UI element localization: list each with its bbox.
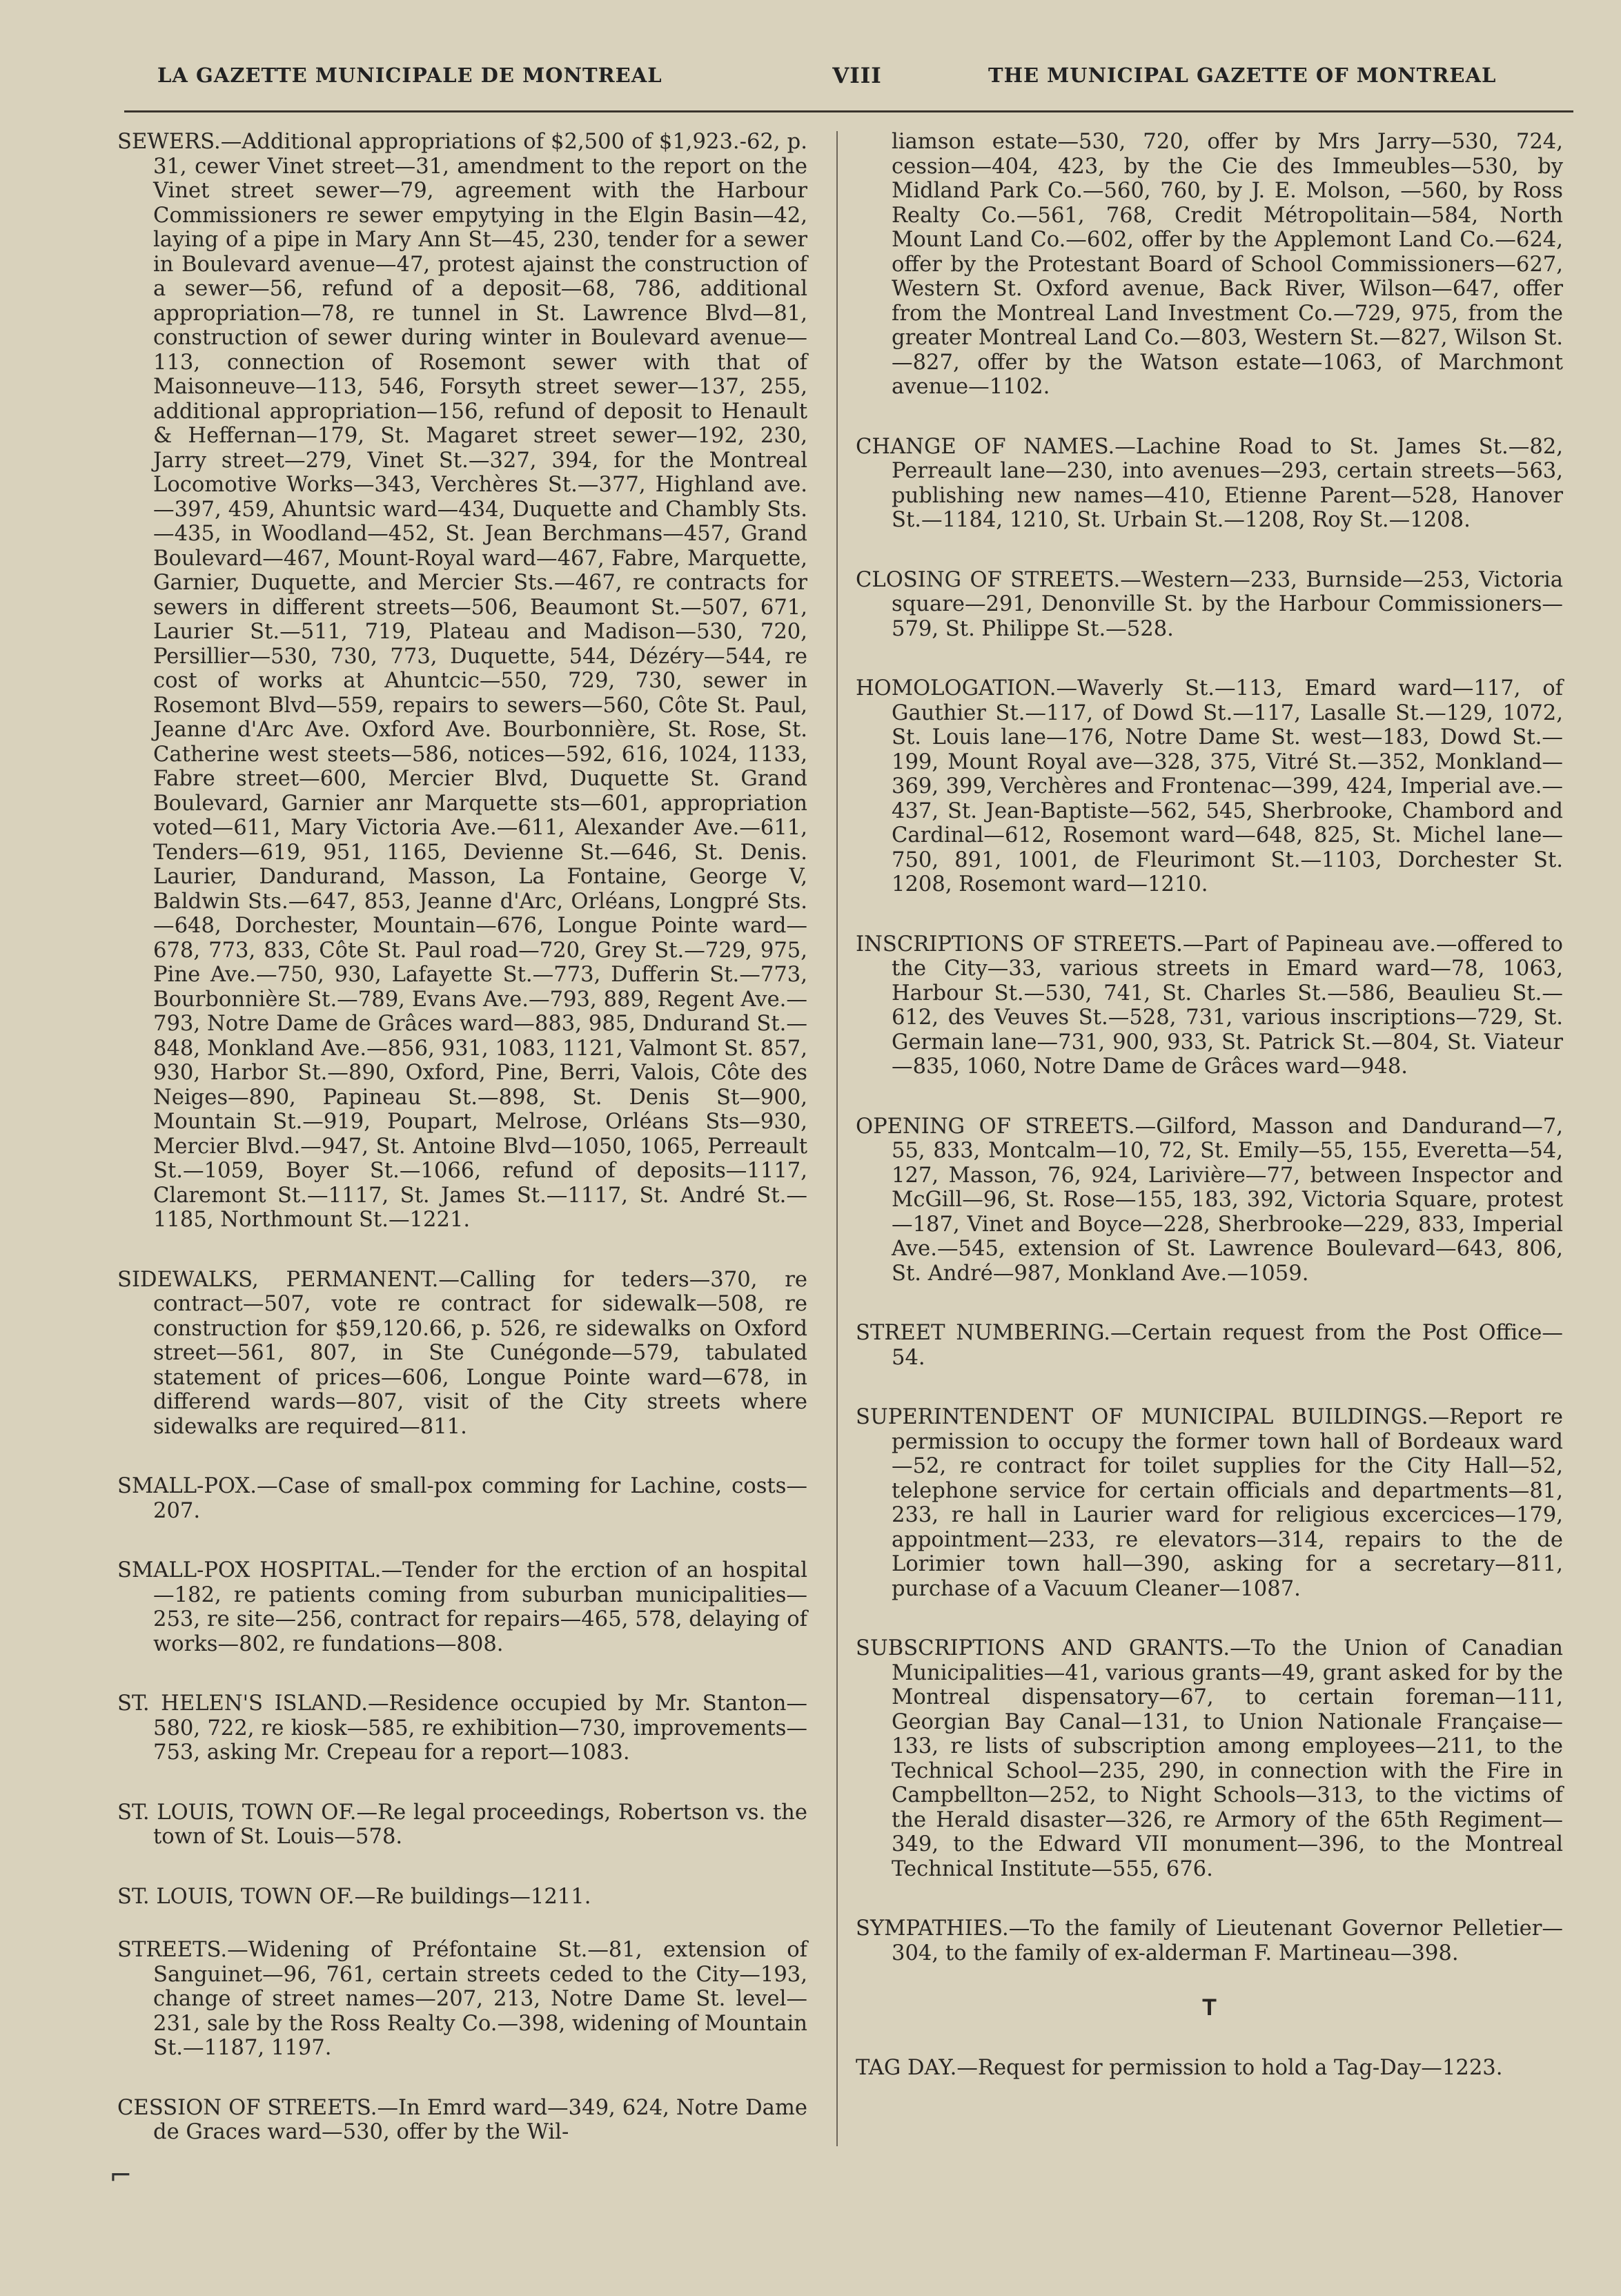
index-entry-continued (856, 130, 1563, 400)
index-entry (117, 1938, 807, 2061)
header-english-title: THE MUNICIPAL GAZETTE OF MONTREAL (988, 63, 1497, 87)
entry-heading: HOMOLOGATION. (856, 676, 1057, 700)
index-entry (117, 1558, 807, 1656)
index-entry (856, 568, 1563, 642)
index-entry (117, 1885, 807, 1910)
entry-text: —Additional appropriations of $2,500 of $1,923.-62, p. 31, cewer Vinet street—31, amendment to the report on the Vinet street sewer—79, agreement with the Harbour Commissioners re sewer empytying in the Elgin Basin—42, laying of a pipe in Mary Ann St—45, 230, tender for a sewer in Boulevard avenue—47, protest ajainst the construction of a sewer—56, refund of a deposit—68, 786, additional appropriation—78, re tunnel in St. Lawrence Blvd—81, construction of sewer during winter in Boulevard avenue—113, connection of Rosemont sewer with that of Maisonneuve—113, 546, Forsyth street sewer—137, 255, additional appropriation—156, refund of deposit to Henault & Heffernan—179, St. Magaret street sewer—192, 230, Jarry street—279, Vinet St.—327, 394, for the Montreal Locomotive Works—343, Verchères St.—377, Highland ave.—397, 459, Ahuntsic ward—434, Duquette and Chambly Sts.—435, in Woodland—452, St. Jean Berchmans—457, Grand Boulevard—467, Mount-Royal ward—467, Fabre, Marquette, Garnier, Duquette, and Mercier Sts.—467, re contracts for sewers in different streets—506, Beaumont St.—507, 671, Laurier St.—511, 719, Plateau and Madison—530, 720, Persillier—530, 730, 773, Duquette, 544, Dézéry—544, re cost of works at Ahuntcic—550, 729, 730, sewer in Rosemont Blvd—559, repairs to sewers—560, Côte St. Paul, Jeanne d'Arc Ave. Oxford Ave. Bourbonnière, St. Rose, St. Catherine west steets—586, notices—592, 616, 1024, 1133, Fabre street—600, Mercier Blvd, Duquette St. Grand Boulevard, Garnier anr Marquette sts—601, appropriation voted—611, Mary Victoria Ave.—611, Alexander Ave.—611, Tenders—619, 951, 1165, Devienne St.—646, St. Denis. Laurier, Dandurand, Masson, La Fontaine, George V, Baldwin Sts.—647, 853, Jeanne d'Arc, Orléans, Longpré Sts.—648, Dorchester, Mountain—676, Longue Pointe ward—678, 773, 833, Côte St. Paul road—720, Grey St.—729, 975, Pine Ave.—750, 930, Lafayette St.—773, Dufferin St.—773, Bourbonnière St.—789, Evans Ave.—793, 889, Regent Ave.—793, Notre Dame de Grâces ward—883, 985, Dndurand St.—848, Monkland Ave.—856, 931, 1083, 1121, Valmont St. 857, 930, Harbor St.—890, Oxford, Pine, Berri, Valois, Côte des Neiges—890, Papineau St.—898, St. Denis St—900, Mountain St.—919, Poupart, Melrose, Orléans Sts—930, Mercier Blvd.—947, St. Antoine Blvd—1050, 1065, Perreault St.—1059, Boyer St.—1066, refund of deposits—1117, Claremont St.—1117, St. James St.—1117, St. André St.—1185, Northmount St.—1221. (153, 130, 807, 1232)
page-number: VIII (832, 63, 882, 88)
left-column (117, 130, 807, 2180)
entry-heading: SMALL-POX HOSPITAL. (117, 1558, 382, 1582)
right-column (856, 130, 1563, 2116)
entry-heading: SUPERINTENDENT OF MUNICIPAL BUILDINGS. (856, 1405, 1428, 1429)
entry-text: —To the Union of Canadian Municipalities—41, various grants—49, grant asked for by the Montreal dispensatory—67, to certain foreman—111, Georgian Bay Canal—131, to Union Nationale Française—133, re lists of subscription among employees—211, to the Technical School—235, 290, in connection with the Fire in Campbellton—252, to Night Schools—313, to the victims of the Herald disaster—326, re Armory of the 65th Regiment—349, to the Edward VII monument—396, to the Montreal Technical Institute—555, 676. (892, 1636, 1563, 1881)
entry-text: —Waverly St.—113, Emard ward—117, of Gauthier St.—117, of Dowd St.—117, Lasalle St.—129, 1072, St. Louis lane—176, Notre Dame St. west—183, Dowd St.—199, Mount Royal ave—328, 375, Vitré St.—352, Monkland—369, 399, Verchères and Frontenac—399, 424, Imperial ave.—437, St. Jean-Baptiste—562, 545, Sherbrooke, Chambord and Cardinal—612, Rosemont ward—648, 825, St. Michel lane—750, 891, 1001, de Fleurimont St.—1103, Dorchester St. 1208, Rosemont ward—1210. (892, 676, 1563, 896)
entry-heading: SYMPATHIES. (856, 1916, 1009, 1941)
column-divider (836, 131, 838, 2146)
index-entry (117, 1268, 807, 1440)
index-entry (856, 676, 1563, 897)
index-entry (856, 1405, 1563, 1601)
entry-heading: STREETS. (117, 1938, 228, 1962)
entry-text: —Part of Papineau ave.—offered to the City—33, various streets in Emard ward—78, 1063, Harbour St.—530, 741, St. Charles St.—586, Beaulieu St.—612, des Veuves St.—528, 731, various inscriptions—729, St. Germain lane—731, 900, 933, St. Patrick St.—804, St. Viateur—835, 1060, Notre Dame de Grâces ward—948. (892, 932, 1563, 1079)
index-entry (856, 435, 1563, 533)
entry-text: —Request for permission to hold a Tag-Day—1223. (956, 2056, 1503, 2080)
entry-heading: INSCRIPTIONS OF STREETS. (856, 932, 1183, 956)
entry-text: —To the family of Lieutenant Governor Pelletier—304, to the family of ex-alderman F. Martineau—398. (892, 1916, 1563, 1965)
index-entry (117, 1691, 807, 1765)
entry-text: —Certain request from the Post Office—54. (892, 1321, 1563, 1370)
entry-text: —In Emrd ward—349, 624, Notre Dame de Graces ward—530, offer by the Wil- (153, 2095, 807, 2144)
entry-heading: ST. HELEN'S ISLAND. (117, 1691, 368, 1716)
entry-text: —Tender for the erction of an hospital—182, re patients coming from suburban municipalities—253, re site—256, contract for repairs—465, 578, delaying of works—802, re fundations—808. (153, 1558, 807, 1656)
index-entry (856, 932, 1563, 1079)
entry-text: —Case of small-pox comming for Lachine, costs—207. (153, 1474, 807, 1523)
index-entry (117, 1474, 807, 1523)
corner-mark: ⌐ (109, 2160, 132, 2192)
header-rule (124, 110, 1573, 112)
index-entry (117, 130, 807, 1233)
entry-heading: TAG DAY. (856, 2056, 957, 2080)
entry-text: —Gilford, Masson and Dandurand—7, 55, 833, Montcalm—10, 72, St. Emily—55, 155, Everetta—54, 127, Masson, 76, 924, Larivière—77, between Inspector and McGill—96, St. Rose—155, 183, 392, Victoria Square, protest—187, Vinet and Boyce—228, Sherbrooke—229, 833, Imperial Ave.—545, extension of St. Lawrence Boulevard—643, 806, St. André—987, Monkland Ave.—1059. (892, 1114, 1563, 1286)
entry-heading: OPENING OF STREETS. (856, 1114, 1135, 1139)
entry-text: liamson estate—530, 720, offer by Mrs Jarry—530, 724, cession—404, 423, by the Cie des Immeubles—530, by Midland Park Co.—560, 760, by J. E. Molson, —560, by Ross Realty Co.—561, 768, Credit Métropolitain—584, North Mount Land Co.—602, offer by the Applemont Land Co.—624, offer by the Protestant Board of School Commissioners—627, Western St. Oxford avenue, Back River, Wilson—647, offer from the Montreal Land Investment Co.—729, 975, from the greater Montreal Land Co.—803, Western St.—827, Wilson St.—827, offer by the Watson estate—1063, of Marchmont avenue—1102. (892, 130, 1563, 399)
header-french-title: LA GAZETTE MUNICIPALE DE MONTREAL (157, 63, 662, 87)
index-entry (856, 2056, 1563, 2081)
entry-text: —Report re permission to occupy the former town hall of Bordeaux ward—52, re contract for toilet supplies for the City Hall—52, telephone service for certain officials and departments—81, 233, re hall in Laurier ward for religious excercices—179, appointment—233, re elevators—314, repairs to the de Lorimier town hall—390, asking for a secretary—811, purchase of a Vacuum Cleaner—1087. (892, 1405, 1563, 1601)
entry-text: —Re legal proceedings, Robertson vs. the town of St. Louis—578. (153, 1800, 807, 1849)
index-entry (856, 1916, 1563, 1965)
entry-heading: CLOSING OF STREETS. (856, 567, 1121, 592)
entry-heading: SMALL-POX. (117, 1474, 257, 1498)
entry-heading: ST. LOUIS, TOWN OF. (117, 1800, 357, 1825)
entry-text: —Residence occupied by Mr. Stanton—580, 722, re kiosk—585, re exhibition—730, improvements—753, asking Mr. Crepeau for a report—1083. (153, 1691, 807, 1765)
entry-heading: ST. LOUIS, TOWN OF. (117, 1884, 355, 1909)
entry-heading: SUBSCRIPTIONS AND GRANTS. (856, 1636, 1230, 1660)
entry-text: —Lachine Road to St. James St.—82, Perreault lane—230, into avenues—293, certain streets—563, publishing new names—410, Etienne Parent—528, Hanover St.—1184, 1210, St. Urbain St.—1208, Roy St.—1208. (892, 434, 1563, 532)
index-entry (856, 1321, 1563, 1370)
entry-heading: CESSION OF STREETS. (117, 2095, 377, 2120)
entry-text: —Widening of Préfontaine St.—81, extension of Sanguinet—96, 761, certain streets ceded to the City—193, change of street names—207, 213, Notre Dame St. level—231, sale by the Ross Realty Co.—398, widening of Mountain St.—1187, 1197. (153, 1938, 807, 2060)
index-entry (117, 1801, 807, 1849)
entry-text: —Western—233, Burnside—253, Victoria square—291, Denonville St. by the Harbour Commissioners—579, St. Philippe St.—528. (892, 567, 1563, 641)
index-entry (856, 1636, 1563, 1881)
entry-text: —Re buildings—1211. (354, 1884, 591, 1909)
section-letter: T (1202, 1994, 1217, 2021)
entry-heading: CHANGE OF NAMES. (856, 434, 1115, 459)
index-entry (856, 1115, 1563, 1286)
entry-heading: SEWERS. (117, 130, 221, 154)
entry-heading: SIDEWALKS, PERMANENT. (117, 1267, 439, 1292)
index-entry (117, 2096, 807, 2145)
entry-text: —Calling for teders—370, re contract—507, vote re contract for sidewalk—508, re construction for $59,120.66, p. 526, re sidewalks on Oxford street—561, 807, in Ste Cunégonde—579, tabulated statement of prices—606, Longue Pointe ward—678, in differend wards—807, visit of the City streets where sidewalks are required—811. (153, 1267, 807, 1439)
entry-heading: STREET NUMBERING. (856, 1321, 1111, 1345)
